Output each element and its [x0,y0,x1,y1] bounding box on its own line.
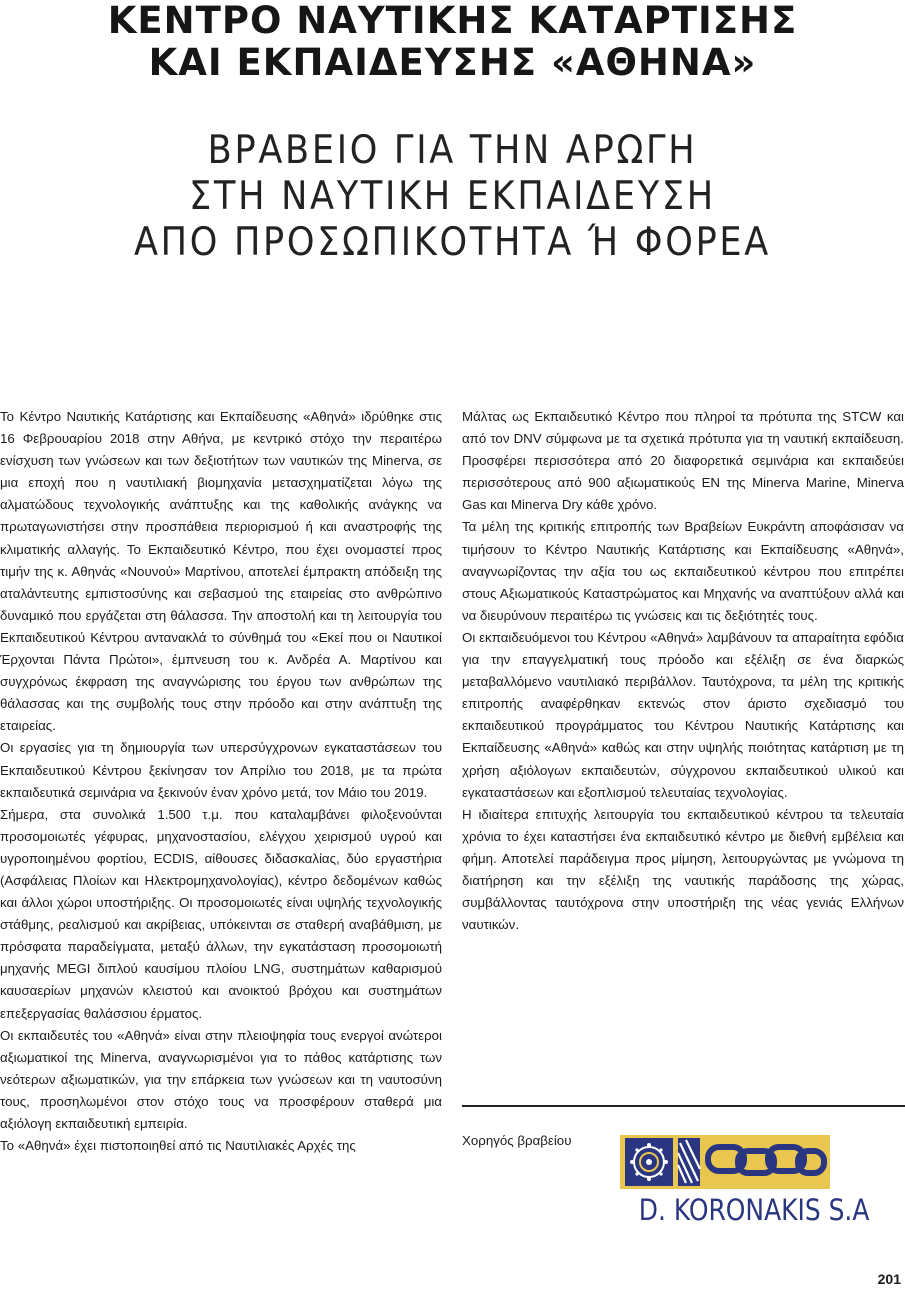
award-title [0,128,905,266]
body-paragraph: Οι εκπαιδευτές του «Αθηνά» είναι στην πλειοψηφία τους ενεργοί ανώτεροι αξιωματικοί της Minerva, αναγνωρισμένοι για το πάθος κατάρτισης των νεότερων αξιωματικών, για την επάρκεια των γνώσεων και τη ναυτοσύνη τους, προσηλωμένοι στον στόχο τους να προσφέρουν σταθερά μια αξιόλογη εκπαιδευτική εμπειρία. [0,1027,442,1131]
body-paragraph: Η ιδιαίτερα επιτυχής λειτουργία του εκπαιδευτικού κέντρου τα τελευταία χρόνια το έχει καταστήσει ένα εκπαιδευτικό κέντρο με διεθνή εμβέλεια και φήμη. Αποτελεί παράδειγμα προς μίμηση, λειτουργώντας με γνώμονα τη διατήρηση και την εξέλιξη της ναυτικής παράδοσης της χώρας, συμβάλλοντας ταυτόχρονα στην υποστήριξη της νέας γενιάς Ελλήνων ναυτικών. [462,806,904,933]
logo-rope-icon [678,1138,700,1186]
body-paragraph: Σήμερα, στα συνολικά 1.500 τ.μ. που καταλαμβάνει φιλοξενούνται προσομοιωτές γέφυρας, μηχανοστασίου, ελέγχου χειρισμού υγρού και υγροποιημένου φορτίου, ECDIS, αίθουσες διδασκαλίας, δύο εργαστήρια (Ασφάλειας Πλοίων και Ηλεκτρομηχανολογίας), κέντρο δεδομένων καθώς και άλλοι χώροι υποστήριξης. Οι προσομοιωτές είναι υψηλής τεχνολογικής στάθμης, ρεαλισμού και ακρίβειας, υπόκεινται σε σταθερή αναβάθμιση, με πρόσφατα παραδείγματα, μεταξύ άλλων, την εγκατάσταση προσομοιωτή μηχανής MEGI διπλού καυσίμου πλοίου LNG, συστημάτων καθαρισμού καυσαερίων μηχανών κλειστού και ανοικτού βρόχου και συστημάτων επεξεργασίας θαλάσσιου έρματος. [0,806,442,1021]
body-paragraph: Μάλτας ως Εκπαιδευτικό Κέντρο που πληροί τα πρότυπα της STCW και από τον DNV σύμφωνα με τα σχετικά πρότυπα για τη ναυτική εκπαίδευση. Προσφέρει περισσότερα από 20 διαφορετικά σεμινάρια και εκπαιδεύει περισσότερους από 900 αξιωματικούς ΕΝ της Minerva Marine, Minerva Gas και Minerva Dry κάθε χρόνο. [462,409,904,513]
body-paragraph: Το «Αθηνά» έχει πιστοποιηθεί από τις Ναυτιλιακές Αρχές της [0,1138,356,1154]
right-column [462,406,904,936]
award-title-line: ΣΤΗ ΝΑΥΤΙΚΗ ΕΚΠΑΙΔΕΥΣΗ [189,174,716,219]
sponsor-logo [620,1135,870,1230]
page-title [0,0,905,84]
body-paragraph: Τα μέλη της κριτικής επιτροπής των Βραβείων Ευκράντη αποφάσισαν να τιμήσουν το Κέντρο Ναυτικής Κατάρτισης και Εκπαίδευσης «Αθηνά», αναγνωρίζοντας την αξία του ως εκπαιδευτικού κέντρου που επιτρέπει στους Αξιωματικούς Καταστρώματος και Μηχανής να αναπτύξουν αλλά και να διευρύνουν περαιτέρω τις γνώσεις και τις δεξιότητές τους. [462,519,904,623]
koronakis-logo-graphic [620,1135,830,1189]
award-title-line: ΑΠΟ ΠΡΟΣΩΠΙΚΟΤΗΤΑ Ή ΦΟΡΕΑ [133,220,772,265]
page-title-line: ΚΕΝΤΡΟ ΝΑΥΤΙΚΗΣ ΚΑΤΑΡΤΙΣΗΣ [107,0,798,42]
page-number: 201 [877,1271,901,1287]
body-paragraph: Οι εργασίες για τη δημιουργία των υπερσύγχρονων εγκαταστάσεων του Εκπαιδευτικού Κέντρου ξεκίνησαν τον Απρίλιο του 2018, με τα πρώτα εκπαιδευτικά σεμινάρια να ξεκινούν έναν χρόνο μετά, τον Μάιο του 2019. [0,740,442,800]
body-paragraph: Οι εκπαιδευόμενοι του Κέντρου «Αθηνά» λαμβάνουν τα απαραίτητα εφόδια για την επαγγελματική τους πρόοδο και εξέλιξη σε ένα διαρκώς μεταβαλλόμενο ναυτιλιακό περιβάλλον. Ταυτόχρονα, τα μέλη της κριτικής επιτροπής αναφέρθηκαν εκτενώς στον άριστο σχεδιασμό του εκπαιδευτικού προγράμματος του Κέντρου Ναυτικής Κατάρτισης και Εκπαίδευσης «Αθηνά» καθώς και στην υψηλής ποιότητας κατάρτιση με τη χρήση αξιόλογων εκπαιδευτών, σύγχρονου εκπαιδευτικού υλικού και εγκαταστάσεων και εξοπλισμού τελευταίας τεχνολογίας. [462,629,904,800]
sponsor-label: Χορηγός βραβείου [462,1133,572,1148]
page-title-line: ΚΑΙ ΕΚΠΑΙΔΕΥΣΗΣ «ΑΘΗΝΑ» [148,41,757,84]
left-column [0,406,442,1157]
award-title-line: ΒΡΑΒΕΙΟ ΓΙΑ ΤΗΝ ΑΡΩΓΗ [207,128,698,173]
logo-company-name [620,1191,870,1229]
sponsor-divider [462,1105,905,1107]
body-paragraph: Το Κέντρο Ναυτικής Κατάρτισης και Εκπαίδευσης «Αθηνά» ιδρύθηκε στις 16 Φεβρουαρίου 2018 στην Αθήνα, με κεντρικό στόχο την περαιτέρω ενίσχυση των γνώσεων και των δεξιοτήτων των ναυτικών της Minerva, σε μια εποχή που η ναυτιλιακή βιομηχανία μετασχηματίζεται λόγω της αλματώδους τεχνολογικής ανάπτυξης και της καθολικής ανάγκης να πρωταγωνιστήσει στην προσπάθεια περιορισμού ή και αναστροφής της κλιματικής αλλαγής. Το Εκπαιδευτικό Κέντρο, που έχει ονομαστεί προς τιμήν της κ. Αθηνάς «Νουνού» Μαρτίνου, αποτελεί έμπρακτη απόδειξη της αταλάντευτης εμπιστοσύνης και σεβασμού της εταιρείας στο ανθρώπινο δυναμικό που εργάζεται στη θάλασσα. Την αποστολή και τη λειτουργία του Εκπαιδευτικού Κέντρου αντανακλά το σύνθημά του «Εκεί που οι Ναυτικοί Έρχονται Πάντα Πρώτοι», έμπνευση του κ. Ανδρέα Α. Μαρτίνου και συγχρόνως έκφραση της αναγνώρισης του έργου των ανθρώπων της θάλασσας και της συμβολής τους στην πρόοδο και στην ανάπτυξη της εταιρείας. [0,409,442,734]
logo-company-name-text: D. KORONAKIS S.A [638,1193,870,1227]
